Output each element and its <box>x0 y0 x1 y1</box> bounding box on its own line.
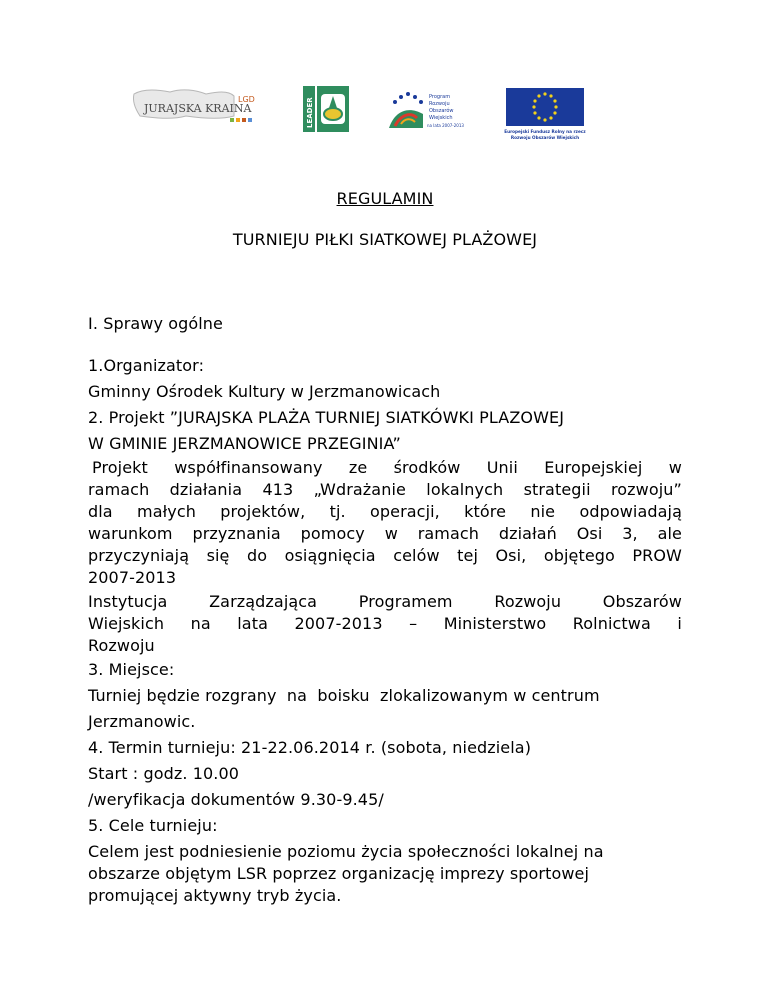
place-label: 3. Miejsce: <box>88 660 175 679</box>
jurajska-kraina-logo <box>130 86 264 126</box>
paragraph-line: Projekt współfinansowany ze środków Unii Europejskiej w <box>92 458 682 477</box>
eu-line-2: Rozwoju Obszarów Wiejskich <box>510 135 580 140</box>
paragraph-line: ramach działania 413 „Wdrażanie lokalnych strategii rozwoju” <box>88 480 682 499</box>
goals-text: Celem jest podniesienie poziomu życia społeczności lokalnej na <box>88 842 604 861</box>
institution-line: Rozwoju <box>88 636 155 655</box>
goals-label: 5. Cele turnieju: <box>88 816 218 835</box>
eu-flag-logo <box>500 88 590 142</box>
goals-text: promującej aktywny tryb życia. <box>88 886 342 905</box>
prow-line-5: na lata 2007-2013 <box>427 123 464 128</box>
prow-line-2: Rozwoju <box>429 101 450 107</box>
jk-name-text: JURAJSKA KRAINA <box>144 102 252 115</box>
organizer-label: 1.Organizator: <box>88 356 205 375</box>
institution-line: Instytucja Zarządzająca Programem Rozwoju Obszarów <box>88 592 682 611</box>
start-time: Start : godz. 10.00 <box>88 764 240 783</box>
leader-logo <box>303 86 349 132</box>
place-text: Turniej będzie rozgrany na boisku zlokalizowanym w centrum <box>88 686 600 705</box>
place-text: Jerzmanowic. <box>88 712 196 731</box>
paragraph-line: dla małych projektów, tj. operacji, które nie odpowiadają <box>88 502 682 521</box>
doc-subtitle: TURNIEJU PIŁKI SIATKOWEJ PLAŻOWEJ <box>232 230 538 249</box>
eu-line-1: Europejski Fundusz Rolny na rzecz <box>504 129 586 134</box>
organizer-name: Gminny Ośrodek Kultury w Jerzmanowicach <box>88 382 441 401</box>
section-heading: I. Sprawy ogólne <box>88 314 223 333</box>
paragraph-line: przyczyniają się do osiągnięcia celów tej Osi, objętego PROW <box>88 546 682 565</box>
verification-time: /weryfikacja dokumentów 9.30-9.45/ <box>88 790 384 809</box>
logo-bar <box>0 0 768 150</box>
prow-line-1: Program <box>429 94 451 100</box>
prow-line-4: Wiejskich <box>429 115 453 121</box>
prow-line-3: Obszarów <box>429 108 454 114</box>
date-line: 4. Termin turnieju: 21-22.06.2014 r. (sobota, niedziela) <box>88 738 532 757</box>
project-line-2: W GMINIE JERZMANOWICE PRZEGINIA” <box>88 434 401 453</box>
lgd-text: LGD <box>238 95 255 104</box>
leader-text: LEADER <box>306 97 314 128</box>
doc-title: REGULAMIN <box>336 189 434 208</box>
institution-line: Wiejskich na lata 2007-2013 – Ministerstwo Rolnictwa i <box>88 614 682 633</box>
goals-text: obszarze objętym LSR poprzez organizację imprezy sportowej <box>88 864 590 883</box>
prow-logo <box>385 88 465 134</box>
paragraph-line: warunkom przyznania pomocy w ramach działań Osi 3, ale <box>88 524 682 543</box>
project-line-1: 2. Projekt ”JURAJSKA PLAŻA TURNIEJ SIATKÓWKI PLAZOWEJ <box>88 408 565 427</box>
paragraph-line: 2007-2013 <box>88 568 177 587</box>
